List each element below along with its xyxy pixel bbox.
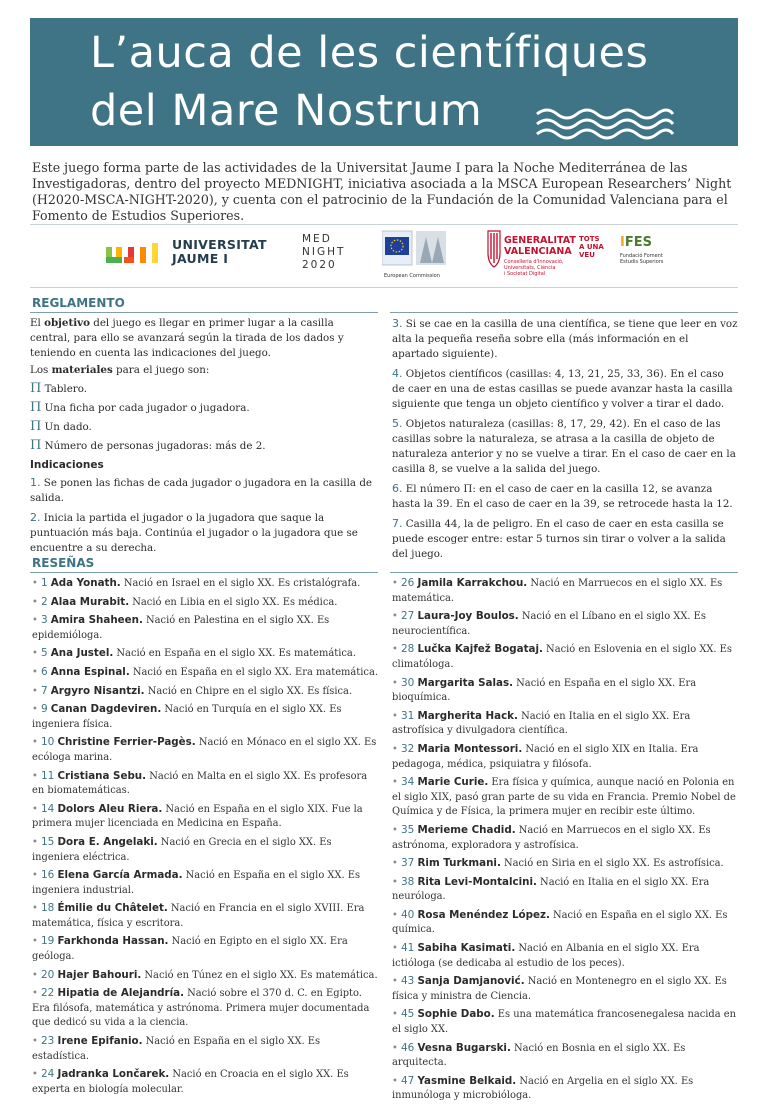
resena-number: 18	[40, 902, 55, 915]
resena-text: Nació en España en el siglo XX. Era matemática.	[129, 666, 378, 678]
resena-number: 30	[400, 676, 415, 689]
bullet-icon: •	[32, 1069, 38, 1081]
uji-logo-icon	[106, 241, 164, 269]
resena-name: Laura-Joy Boulos.	[417, 610, 519, 623]
resena-item	[32, 986, 378, 1031]
bullet-icon: •	[392, 824, 398, 836]
resena-text: Nació en Albania en el siglo XX. Era ictióloga (se dedicaba al estudio de los peces).	[392, 943, 700, 969]
resena-number: 24	[40, 1068, 55, 1081]
bullet-icon: •	[392, 743, 398, 755]
resena-name: Hipatia de Alejandría.	[57, 987, 185, 1000]
resena-number: 34	[400, 776, 415, 789]
materials-list	[30, 381, 375, 454]
reglamento-right-column	[392, 316, 738, 566]
title-line-2: del Mare Nostrum	[90, 86, 483, 136]
resena-name: Jadranka Lončarek.	[57, 1068, 170, 1081]
bullet-icon: •	[32, 596, 38, 608]
resena-item	[32, 901, 378, 931]
p2-c: para el juego son:	[112, 364, 210, 376]
bullet-icon: •	[32, 578, 38, 589]
rule-text: Casilla 44, la de peligro. En el caso de caer en esta casilla se puede escoger entre: estar 5 turnos sin tirar o volver a la salida del juego.	[392, 518, 726, 560]
bullet-icon: •	[32, 870, 38, 882]
resena-item	[32, 646, 378, 662]
resena-text: Nació en Egipto en el siglo XX. Era geóloga.	[32, 936, 348, 963]
resena-number: 40	[400, 908, 415, 921]
p1-a: El	[30, 317, 45, 329]
resena-item	[392, 1041, 738, 1071]
reglamento-left-column	[30, 316, 375, 560]
resena-name: Yasmine Belkaid.	[417, 1074, 517, 1087]
resena-name: Christine Ferrier-Pagès.	[57, 736, 196, 749]
bullet-icon: •	[392, 710, 398, 722]
resenas-heading: RESEÑAS	[32, 556, 95, 570]
resena-name: Rita Levi-Montalcini.	[417, 875, 537, 888]
resena-text: Nació en Marruecos en el siglo XX. Es matemática.	[392, 578, 723, 604]
resena-text: Nació en España en el siglo XX. Era bioquímica.	[392, 677, 697, 704]
resena-text: Nació en España en el siglo XIX. Fue la primera mujer licenciada en Medicina en España.	[32, 803, 363, 830]
med-line-2: NIGHT	[302, 246, 346, 258]
resena-item	[32, 934, 378, 964]
rule-text: Si se cae en la casilla de una científica, se tiene que leer en voz alta la pequeña reseña sobre ella (más información en el apartado siguiente).	[392, 318, 738, 360]
uji-line-2: JAUME I	[172, 251, 229, 266]
tots-a-una-veu	[579, 235, 604, 259]
resena-name: Anna Espinal.	[50, 665, 130, 678]
bullet-icon: •	[392, 1075, 398, 1087]
rule-number: 3.	[392, 317, 403, 330]
tots-2: A UNA	[579, 243, 604, 251]
resena-text: Nació en Mónaco en el siglo XX. Es ecóloga marina.	[32, 737, 377, 763]
resena-item	[32, 684, 378, 700]
bullet-icon: •	[32, 836, 38, 848]
resena-item	[32, 835, 378, 865]
bullet-icon: •	[32, 936, 38, 948]
material-item	[30, 438, 375, 454]
resena-name: Sophie Dabo.	[417, 1008, 495, 1021]
reglamento-heading: REGLAMENTO	[32, 296, 125, 310]
rule-item	[392, 366, 738, 412]
fes-sub-1: Fundació Foment	[620, 253, 663, 259]
resena-item	[392, 742, 738, 772]
european-commission-icon	[382, 229, 448, 273]
p2-a: Los	[30, 364, 52, 376]
objetivo-paragraph	[30, 316, 375, 361]
resena-number: 2	[40, 595, 48, 608]
resena-text: Nació en Bosnia en el siglo XX. Es arquitecta.	[392, 1042, 686, 1069]
resena-item	[392, 709, 738, 739]
resena-text: Nació en Israel en el siglo XX. Es cristalógrafa.	[120, 578, 361, 589]
resena-text: Nació en Marruecos en el siglo XX. Es astrónoma, exploradora y astrofísica.	[392, 824, 711, 851]
resenas-right-column	[392, 576, 738, 1107]
resena-number: 45	[400, 1008, 415, 1021]
resena-name: Argyro Nisantzi.	[50, 684, 145, 697]
conselleria-text	[504, 259, 564, 277]
resena-item	[32, 868, 378, 898]
rule-item	[392, 416, 738, 477]
resena-name: Lučka Kajfež Bogataj.	[417, 643, 543, 656]
resena-text: Nació en España en el siglo XX. Es estadística.	[32, 1036, 321, 1062]
rule-item	[392, 481, 738, 512]
rule-text: Objetos naturaleza (casillas: 8, 17, 29, 42). En el caso de las casillas sobre la naturaleza, se atrasa a la casilla de objeto de naturaleza anterior y no se vuelve a tirar. En el caso de caer en la casilla 8, se vuelve a la salida del juego.	[392, 418, 736, 475]
resena-number: 26	[400, 577, 415, 589]
bullet-icon: •	[392, 677, 398, 689]
rule-number: 2.	[30, 511, 41, 524]
resena-number: 43	[400, 975, 415, 988]
resena-text: Nació en el siglo XIX en Italia. Era pedagoga, médica, psiquiatra y filósofa.	[392, 743, 699, 770]
resena-name: Margarita Salas.	[417, 676, 514, 689]
generalitat-text	[504, 235, 576, 257]
resena-text: Nació en Turquía en el siglo XX. Es ingeniera física.	[32, 704, 342, 730]
uji-logo-text	[172, 238, 267, 266]
ec-caption: European Commission	[384, 273, 440, 279]
resena-text: Nació en España en el siglo XX. Es ingeniera industrial.	[32, 870, 361, 896]
indicaciones-list-left	[30, 475, 375, 556]
resena-name: Ada Yonath.	[50, 577, 121, 589]
p2-b: materiales	[51, 364, 113, 376]
resena-name: Marie Curie.	[417, 776, 489, 789]
resena-text: Es una matemática francosenegalesa nacida en el siglo XX.	[392, 1009, 736, 1036]
resena-text: Nació en Italia en el siglo XX. Era neuróloga.	[392, 876, 710, 903]
bullet-icon: •	[32, 666, 38, 678]
resena-number: 46	[400, 1041, 415, 1054]
rule-item	[392, 516, 738, 562]
generalitat-shield-icon	[486, 229, 502, 269]
resena-number: 1	[40, 577, 48, 589]
resena-name: Dolors Aleu Riera.	[57, 802, 163, 815]
resena-text: Nació en España en el siglo XX. Es química.	[392, 909, 728, 936]
resena-name: Sabiha Kasimati.	[417, 942, 516, 955]
resena-text: Nació en España en el siglo XX. Es matemática.	[113, 648, 356, 660]
rule-number: 4.	[392, 367, 403, 380]
resena-number: 10	[40, 736, 55, 749]
resena-text: Nació en Grecia en el siglo XX. Es ingeniera eléctrica.	[32, 836, 332, 863]
bullet-icon: •	[32, 685, 38, 697]
mednight-logo	[302, 233, 345, 272]
material-item	[30, 400, 375, 416]
bullet-icon: •	[32, 770, 38, 782]
resena-item	[392, 908, 738, 938]
tots-1: TOTS	[579, 235, 600, 243]
gv-line-1: GENERALITAT	[504, 235, 576, 246]
uji-line-1: UNIVERSITAT	[172, 237, 267, 252]
resena-number: 23	[40, 1035, 55, 1048]
resena-item	[32, 1067, 378, 1097]
bullet-icon: •	[392, 909, 398, 921]
fes-subtitle	[620, 253, 663, 265]
bullet-icon: •	[392, 578, 398, 589]
resena-name: Irene Epifanio.	[57, 1035, 143, 1048]
resena-item	[392, 875, 738, 905]
rule-text: El número Π: en el caso de caer en la casilla 12, se avanza hasta la 39. En el caso de caer en la 39, se retrocede hasta la 12.	[392, 483, 733, 510]
indicaciones-heading: Indicaciones	[30, 459, 104, 471]
p1-c: del juego es llegar en primer lugar a la casilla central, para ello se avanzará según la tirada de los dados y teniendo en cuenta las indicaciones del juego.	[30, 317, 344, 359]
resena-number: 28	[400, 643, 415, 656]
resena-item	[392, 856, 738, 872]
rule-number: 6.	[392, 482, 403, 495]
resena-text: Nació en Túnez en el siglo XX. Es matemática.	[141, 969, 378, 981]
resenas-left-column	[32, 576, 378, 1100]
resena-name: Alaa Murabit.	[50, 595, 130, 608]
rule-item	[30, 510, 375, 556]
med-line-1: MED	[302, 233, 332, 245]
resena-number: 47	[400, 1074, 415, 1087]
pi-bullet-icon: Π	[30, 381, 42, 396]
sponsor-logos	[30, 224, 738, 288]
resena-number: 27	[400, 610, 415, 623]
pi-bullet-icon: Π	[30, 400, 42, 415]
bullet-icon: •	[392, 943, 398, 955]
rule-text: Objetos científicos (casillas: 4, 13, 21, 25, 33, 36). En el caso de caer en una de estas casillas se puede avanzar hasta la casilla siguiente que tenga un objeto científico y volver a tirar el dado.	[392, 368, 733, 410]
bullet-icon: •	[392, 976, 398, 988]
bullet-icon: •	[32, 704, 38, 716]
resena-text: Nació en Siria en el siglo XX. Es astrofísica.	[500, 858, 724, 870]
resena-text: Era física y química, aunque nació en Polonia en el siglo XIX, pasó gran parte de su vida en Francia. Premio Nobel de Química y de Física, la primera mujer en recibir este último.	[392, 777, 736, 818]
bullet-icon: •	[32, 1036, 38, 1048]
material-item	[30, 419, 375, 435]
resena-item	[392, 823, 738, 853]
reglamento-rule-right	[390, 312, 738, 313]
resena-number: 22	[40, 987, 55, 1000]
resena-item	[392, 974, 738, 1004]
resena-name: Rosa Menéndez López.	[417, 908, 550, 921]
resena-name: Jamila Karrakchou.	[417, 577, 528, 589]
resena-text: Nació en Chipre en el siglo XX. Es física.	[144, 685, 353, 697]
resena-name: Dora E. Angelaki.	[57, 835, 158, 848]
resena-item	[32, 702, 378, 732]
bullet-icon: •	[392, 876, 398, 888]
rule-item	[392, 316, 738, 362]
gv-line-2: VALENCIANA	[504, 246, 572, 257]
resena-item	[32, 595, 378, 611]
resena-name: Hajer Bahouri.	[57, 968, 142, 981]
material-text: Una ficha por cada jugador o jugadora.	[44, 402, 250, 414]
bullet-icon: •	[392, 1042, 398, 1054]
rule-number: 7.	[392, 517, 403, 530]
resena-number: 16	[40, 869, 55, 882]
resena-number: 11	[40, 769, 55, 782]
fes-mark: I	[620, 235, 625, 250]
resena-name: Cristiana Sebu.	[57, 769, 147, 782]
resena-number: 15	[40, 835, 55, 848]
resena-number: 35	[400, 823, 415, 836]
resenas-rule-left	[30, 572, 378, 573]
gv-sub-2: Universitats, Ciència	[504, 265, 556, 271]
resena-text: Nació en Italia en el siglo XX. Era astrofísica y divulgadora científica.	[392, 710, 691, 737]
resena-item	[392, 676, 738, 706]
bullet-icon: •	[392, 1009, 398, 1021]
pi-bullet-icon: Π	[30, 438, 42, 453]
bullet-icon: •	[32, 803, 38, 815]
resena-item	[32, 802, 378, 832]
resena-number: 31	[400, 709, 415, 722]
intro-text: Este juego forma parte de las actividades de la Universitat Jaume I para la Noche Mediterránea de las Investigadoras, dentro del proyecto MEDNIGHT, iniciativa asociada a la MSCA European Researchers’ Night (H2020-MSCA-NIGHT-2020), y cuenta con el patrocinio de la Fundación de la Comunidad Valenciana para el Fomento de Estudios Superiores.	[32, 160, 732, 223]
gv-sub-3: i Societat Digital	[504, 271, 546, 277]
resena-name: Vesna Bugarski.	[417, 1041, 511, 1054]
resena-number: 41	[400, 942, 415, 955]
resena-item	[32, 735, 378, 765]
resena-text: Nació en Argelia en el siglo XX. Es inmunóloga y microbióloga.	[392, 1075, 694, 1102]
resena-name: Maria Montessori.	[417, 742, 523, 755]
bullet-icon: •	[392, 611, 398, 623]
indicaciones-list-right	[392, 316, 738, 562]
resena-name: Merieme Chadid.	[417, 823, 516, 836]
material-item	[30, 381, 375, 397]
resena-number: 19	[40, 935, 55, 948]
resena-number: 20	[40, 968, 55, 981]
title-line-1: L’auca de les científiques	[90, 28, 649, 78]
rule-text: Inicia la partida el jugador o la jugadora que saque la puntuación más baja. Continúa el jugador o la jugadora que se encuentre a su derecha.	[30, 512, 358, 554]
resena-text: Nació sobre el 370 d. C. en Egipto. Era filósofa, matemática y astrónoma. Primera mujer documentada que dedicó su vida a la ciencia.	[32, 988, 370, 1029]
resena-number: 5	[40, 647, 48, 660]
rule-text: Se ponen las fichas de cada jugador o jugadora en la casilla de salida.	[30, 477, 373, 504]
resena-item	[32, 968, 378, 984]
p1-b: objetivo	[44, 317, 90, 329]
resena-item	[392, 1007, 738, 1037]
rule-number: 1.	[30, 476, 41, 489]
resena-item	[392, 576, 738, 606]
tots-3: VEU	[579, 251, 595, 259]
pi-bullet-icon: Π	[30, 419, 42, 434]
resena-number: 37	[400, 857, 415, 870]
resena-item	[392, 642, 738, 672]
material-text: Tablero.	[44, 383, 88, 395]
med-line-3: 2020	[302, 259, 337, 271]
resena-text: Nació en Malta en el siglo XX. Es profesora en biomatemáticas.	[32, 770, 368, 797]
resena-item	[392, 775, 738, 820]
resena-name: Émilie du Châtelet.	[57, 902, 168, 915]
bullet-icon: •	[32, 969, 38, 981]
resena-name: Elena García Armada.	[57, 869, 183, 882]
resena-item	[32, 665, 378, 681]
resena-item	[392, 1074, 738, 1104]
rule-number: 5.	[392, 417, 403, 430]
resena-text: Nació en Croacia en el siglo XX. Es experta en biología molecular.	[32, 1069, 349, 1095]
resena-item	[32, 1034, 378, 1064]
resena-item	[32, 769, 378, 799]
fes-sub-2: Estudis Superiors	[620, 259, 664, 265]
resena-item	[32, 613, 378, 643]
bullet-icon: •	[32, 988, 38, 1000]
resena-name: Ana Justel.	[50, 647, 114, 660]
material-text: Un dado.	[44, 421, 92, 433]
resena-text: Nació en el Líbano en el siglo XX. Es neurocientífica.	[392, 611, 706, 637]
resena-number: 7	[40, 684, 48, 697]
bullet-icon: •	[32, 615, 38, 627]
resena-text: Nació en Palestina en el siglo XX. Es epidemióloga.	[32, 615, 330, 641]
fes-logo	[620, 235, 652, 250]
resena-name: Sanja Damjanović.	[417, 975, 525, 988]
resena-number: 32	[400, 742, 415, 755]
resenas-rule-right	[390, 572, 738, 573]
gv-sub-1: Conselleria d'Innovació,	[504, 259, 564, 265]
resena-number: 3	[40, 614, 48, 627]
resena-name: Canan Dagdeviren.	[50, 703, 162, 716]
resena-text: Nació en Libia en el siglo XX. Es médica.	[129, 596, 338, 608]
material-text: Número de personas jugadoras: más de 2.	[44, 440, 266, 452]
materiales-paragraph	[30, 363, 375, 378]
title-banner	[30, 18, 738, 146]
resena-name: Amira Shaheen.	[50, 614, 143, 627]
resena-number: 38	[400, 875, 415, 888]
bullet-icon: •	[392, 858, 398, 870]
bullet-icon: •	[32, 648, 38, 660]
rule-item	[30, 475, 375, 506]
resena-item	[32, 576, 378, 592]
resena-name: Margherita Hack.	[417, 709, 518, 722]
resena-number: 9	[40, 703, 48, 716]
resena-number: 14	[40, 802, 55, 815]
resena-item	[392, 941, 738, 971]
resena-text: Nació en Francia en el siglo XVIII. Era matemática, física y escritora.	[32, 903, 365, 929]
resena-text: Nació en Eslovenia en el siglo XX. Es climatóloga.	[392, 644, 732, 670]
bullet-icon: •	[32, 737, 38, 749]
resena-name: Rim Turkmani.	[417, 857, 501, 870]
bullet-icon: •	[392, 777, 398, 789]
fes-text: FES	[624, 235, 652, 250]
reglamento-rule-left	[30, 312, 378, 313]
resena-item	[392, 609, 738, 639]
resena-name: Farkhonda Hassan.	[57, 935, 169, 948]
bullet-icon: •	[32, 903, 38, 915]
waves-icon	[535, 104, 675, 144]
resena-number: 6	[40, 665, 48, 678]
bullet-icon: •	[392, 644, 398, 656]
resena-text: Nació en Montenegro en el siglo XX. Es física y ministra de Ciencia.	[392, 976, 727, 1002]
